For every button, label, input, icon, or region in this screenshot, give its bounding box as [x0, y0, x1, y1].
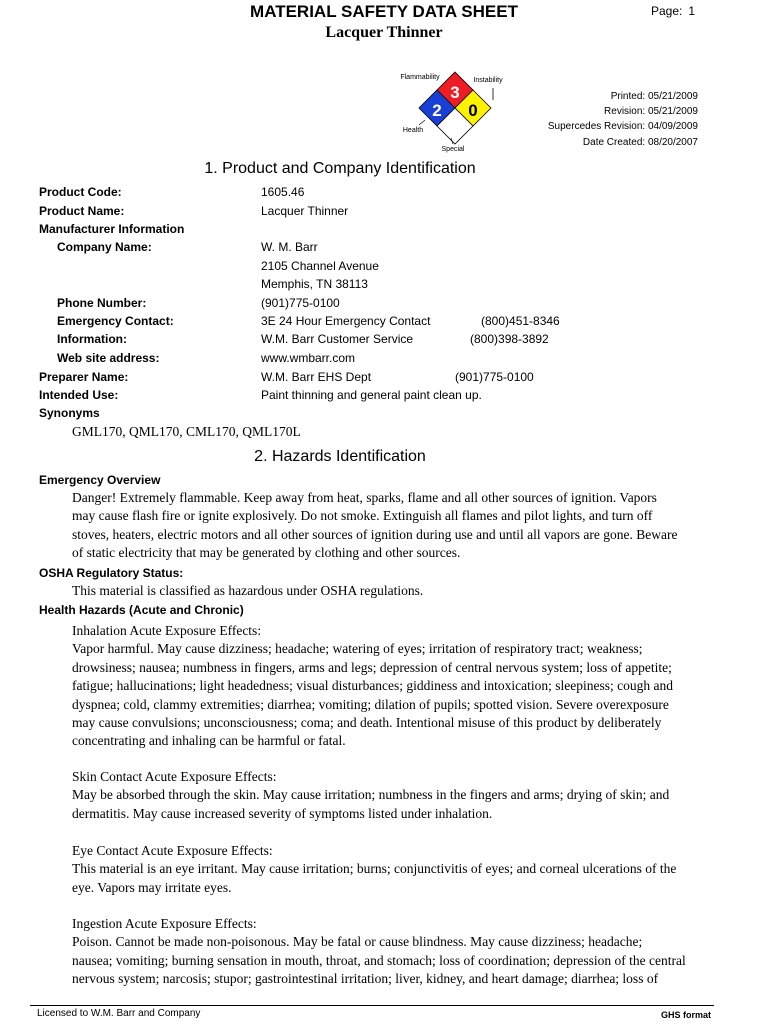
- supercedes-revision-date: Supercedes Revision: 04/09/2009: [547, 121, 698, 133]
- page-indicator: [651, 4, 695, 18]
- section-1-heading: 1. Product and Company Identification: [204, 160, 476, 177]
- osha-status-label: OSHA Regulatory Status:: [39, 566, 184, 580]
- nfpa-instability-value: 0: [468, 101, 478, 120]
- eye-contact-line: This material is an eye irritant. May cause irritation; burns; conjunctivitis of eyes; and corneal ulcerations of the: [72, 861, 677, 877]
- page-number: 1: [688, 4, 696, 18]
- information-phone: (800)398-3892: [470, 332, 549, 346]
- skin-contact-line: May be absorbed through the skin. May cause irritation; numbness in the fingers and arms; drying of skin; and: [72, 787, 670, 803]
- emergency-contact-name: 3E 24 Hour Emergency Contact: [261, 314, 431, 328]
- product-code-value: 1605.46: [261, 185, 305, 199]
- footer-license: Licensed to W.M. Barr and Company: [37, 1008, 201, 1019]
- footer-format: GHS format: [660, 1010, 711, 1020]
- nfpa-special-label: Special: [441, 146, 465, 153]
- inhalation-line: Vapor harmful. May cause dizziness; headache; watering of eyes; irritation of respiratory tract; weakness;: [72, 641, 643, 657]
- section-2-heading: 2. Hazards Identification: [254, 448, 426, 465]
- page-label: Page:: [651, 4, 683, 18]
- preparer-name-value: W.M. Barr EHS Dept: [261, 370, 372, 384]
- footer-divider: [30, 1005, 714, 1006]
- product-name-value: Lacquer Thinner: [261, 204, 349, 218]
- preparer-phone: (901)775-0100: [455, 370, 534, 384]
- inhalation-heading: Inhalation Acute Exposure Effects:: [72, 623, 262, 638]
- emergency-contact-phone: (800)451-8346: [481, 314, 560, 328]
- emergency-overview-line: Danger! Extremely flammable. Keep away from heat, sparks, flame and all other sources of ignition. Vapors: [72, 490, 657, 505]
- ingestion-line: Poison. Cannot be made non-poisonous. May be fatal or cause blindness. May cause dizziness; headache;: [72, 934, 643, 950]
- inhalation-line: concentrating and inhaling can be harmful or fatal.: [72, 733, 346, 749]
- skin-contact-effects: [72, 768, 704, 823]
- preparer-name-label: Preparer Name:: [39, 370, 129, 384]
- inhalation-line: dyspnea; cold, clammy extremities; diarrhea; vomiting; dilation of pupils; spotted vision. Severe overexposure: [72, 696, 669, 712]
- phone-number-label: Phone Number:: [57, 296, 147, 310]
- ingestion-line: nervous system; narcosis; stupor; gastrointestinal irritation; liver, kidney, and heart damage; diarrhea; loss of: [72, 971, 659, 987]
- skin-contact-line: dermatitis. May cause increased severity of symptoms listed under inhalation.: [72, 805, 493, 821]
- information-name: W.M. Barr Customer Service: [261, 332, 414, 346]
- company-street-address: 2105 Channel Avenue: [261, 259, 379, 273]
- health-hazards-label: Health Hazards (Acute and Chronic): [39, 603, 244, 617]
- synonyms-value: GML170, QML170, CML170, QML170L: [72, 424, 301, 439]
- product-code-label: Product Code:: [39, 185, 122, 199]
- phone-number-value: (901)775-0100: [261, 296, 340, 310]
- eye-contact-line: eye. Vapors may irritate eyes.: [72, 879, 232, 895]
- company-name-value: W. M. Barr: [261, 240, 318, 254]
- printed-date: Printed: 05/21/2009: [610, 91, 698, 102]
- ingestion-effects: [72, 915, 704, 989]
- nfpa-health-leader: [419, 120, 425, 125]
- emergency-overview-line: of static electricity that may be generated by clothing and other sources.: [72, 545, 461, 561]
- emergency-overview-line: stoves, heaters, electric motors and all other sources of ignition during use and until all vapors are gone. Beware: [72, 526, 678, 542]
- synonyms-label: Synonyms: [39, 406, 100, 420]
- product-name-label: Product Name:: [39, 204, 125, 218]
- product-subtitle: Lacquer Thinner: [325, 24, 443, 41]
- nfpa-flammability-label: Flammability: [400, 74, 440, 81]
- nfpa-flammability-value: 3: [450, 83, 460, 102]
- emergency-overview-label: Emergency Overview: [39, 473, 161, 487]
- information-label: Information:: [57, 332, 127, 346]
- skin-contact-heading: Skin Contact Acute Exposure Effects:: [72, 769, 277, 784]
- website-label: Web site address:: [57, 351, 160, 365]
- company-name-label: Company Name:: [57, 240, 152, 254]
- eye-contact-heading: Eye Contact Acute Exposure Effects:: [72, 843, 273, 858]
- nfpa-hazard-diamond: [395, 70, 505, 154]
- emergency-overview-text: [72, 489, 704, 563]
- revision-date: Revision: 05/21/2009: [604, 106, 698, 118]
- emergency-contact-label: Emergency Contact:: [57, 314, 174, 328]
- intended-use-label: Intended Use:: [39, 388, 119, 402]
- date-created: Date Created: 08/20/2007: [582, 136, 698, 148]
- ingestion-heading: Ingestion Acute Exposure Effects:: [72, 916, 257, 931]
- inhalation-effects: [72, 622, 704, 751]
- inhalation-line: may cause convulsions; unconsciousness; coma; and death. Intentional misuse of this product by deliberately: [72, 715, 662, 731]
- document-title: MATERIAL SAFETY DATA SHEET: [250, 2, 518, 21]
- inhalation-line: drowsiness; nausea; numbness in fingers, arms and legs; depression of central nervous system; loss of appetite;: [72, 659, 672, 675]
- website-value: www.wmbarr.com: [261, 351, 356, 365]
- revision-dates: [548, 89, 698, 150]
- ingestion-line: nausea; vomiting; burning sensation in mouth, throat, and stomach; loss of coordination; depression of the central: [72, 952, 686, 968]
- nfpa-health-label: Health: [402, 127, 424, 134]
- emergency-overview-line: may cause flash fire or ignite explosively. Do not smoke. Extinguish all flames and pilot lights, and turn off: [72, 508, 653, 524]
- nfpa-instability-label: Instability: [473, 77, 503, 84]
- intended-use-value: Paint thinning and general paint clean up.: [261, 388, 482, 402]
- nfpa-health-value: 2: [432, 101, 442, 120]
- company-city-state-zip: Memphis, TN 38113: [261, 277, 368, 291]
- eye-contact-effects: [72, 842, 704, 897]
- osha-status-text: This material is classified as hazardous under OSHA regulations.: [72, 583, 424, 598]
- manufacturer-information-label: Manufacturer Information: [39, 222, 185, 236]
- inhalation-line: fatigue; hallucinations; light headedness; visual disturbances; giddiness and intoxication; sleepiness; cough and: [72, 678, 674, 694]
